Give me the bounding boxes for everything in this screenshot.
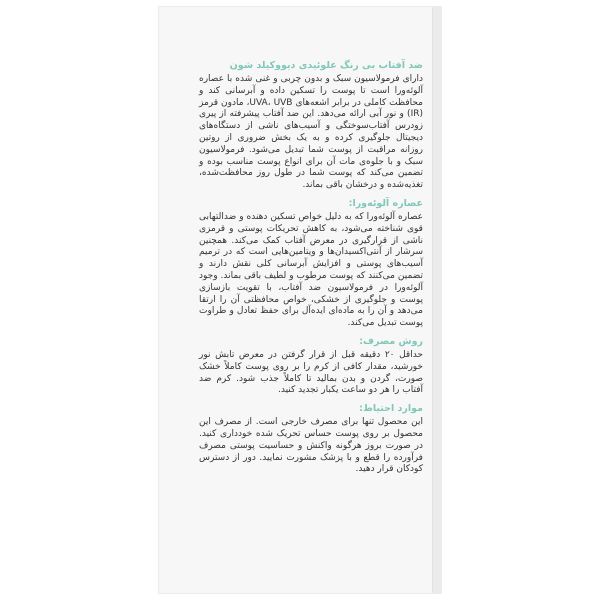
- section-usage: [199, 335, 423, 397]
- section-intro: [199, 59, 423, 192]
- section-heading: روش مصرف:: [359, 335, 423, 347]
- section-body: این محصول تنها برای مصرف خارجی است. از مصرف این محصول بر روی پوست حساس تحریک شده خودداری کنید. در صورت بروز هرگونه واکنش و حساسیت پوستی مصرف فرآورده را قطع و با پزشک مشورت نمایید. دور از دسترس کودکان قرار دهید.: [199, 417, 423, 475]
- section-heading: موارد احتیاط:: [359, 403, 423, 415]
- section-body: دارای فرمولاسیون سبک و بدون چربی و غنی شده با عصاره آلوئه‌ورا است تا پوست را تسکین داده و آبرسانی کند و محافظت کاملی در برابر اشعه‌های UVA، UVB، مادون قرمز (IR) و نور آبی ارائه می‌دهد. این ضد آفتاب پیشرفته از پیری زودرس آفتاب‌سوختگی و آسیب‌های ناشی از دستگاه‌های دیجیتال جلوگیری کرده و به یک بخش ضروری از روتین روزانه مراقبت از پوست شما تبدیل می‌شود. فرمولاسیون سبک و با جلوه‌ی مات آن برای انواع پوست مناسب بوده و تضمین می‌کند که پوست شما در طول روز محافظت‌شده، تغذیه‌شده و درخشان باقی بماند.: [199, 74, 423, 191]
- section-aloe-vera: [199, 197, 423, 330]
- section-cautions: [199, 402, 423, 476]
- panel-text: [199, 59, 423, 481]
- section-heading: ضد آفتاب بی رنگ علوئیدی دیووکیلد شون: [229, 60, 423, 71]
- box-edge: [432, 7, 441, 593]
- section-body: عصاره آلوئه‌ورا که به دلیل خواص تسکین دهنده و ضدالتهابی قوی شناخته می‌شود، به کاهش تحریکات پوستی و قرمزی ناشی از قرارگیری در معرض آفتاب کمک می‌کند. همچنین سرشار از آنتی‌اکسیدان‌ها و ویتامین‌هایی است که در ترمیم آسیب‌های پوستی و افزایش آبرسانی کلی نقش دارند و تضمین می‌کنند که پوست مرطوب و لطیف باقی بماند. وجود آلوئه‌ورا در فرمولاسیون ضد آفتاب، با تقویت بازسازی پوست و جلوگیری از خشکی، خواص محافظتی آن را ارتقا می‌دهد و آن را به ماده‌ای ایده‌آل برای حفظ تعادل و طراوت پوست تبدیل می‌کند.: [199, 211, 423, 329]
- section-heading: عصاره آلوئه‌ورا:: [348, 197, 423, 209]
- section-body: حداقل ۲۰ دقیقه قبل از قرار گرفتن در معرض تابش نور خورشید، مقدار کافی از کرم را بر روی پوست کاملاً خشک صورت، گردن و بدن بمالید تا کاملاً جذب شود. کرم ضد آفتاب را هر دو ساعت یکبار تجدید کنید.: [199, 349, 423, 396]
- product-box-side-panel: [158, 6, 442, 594]
